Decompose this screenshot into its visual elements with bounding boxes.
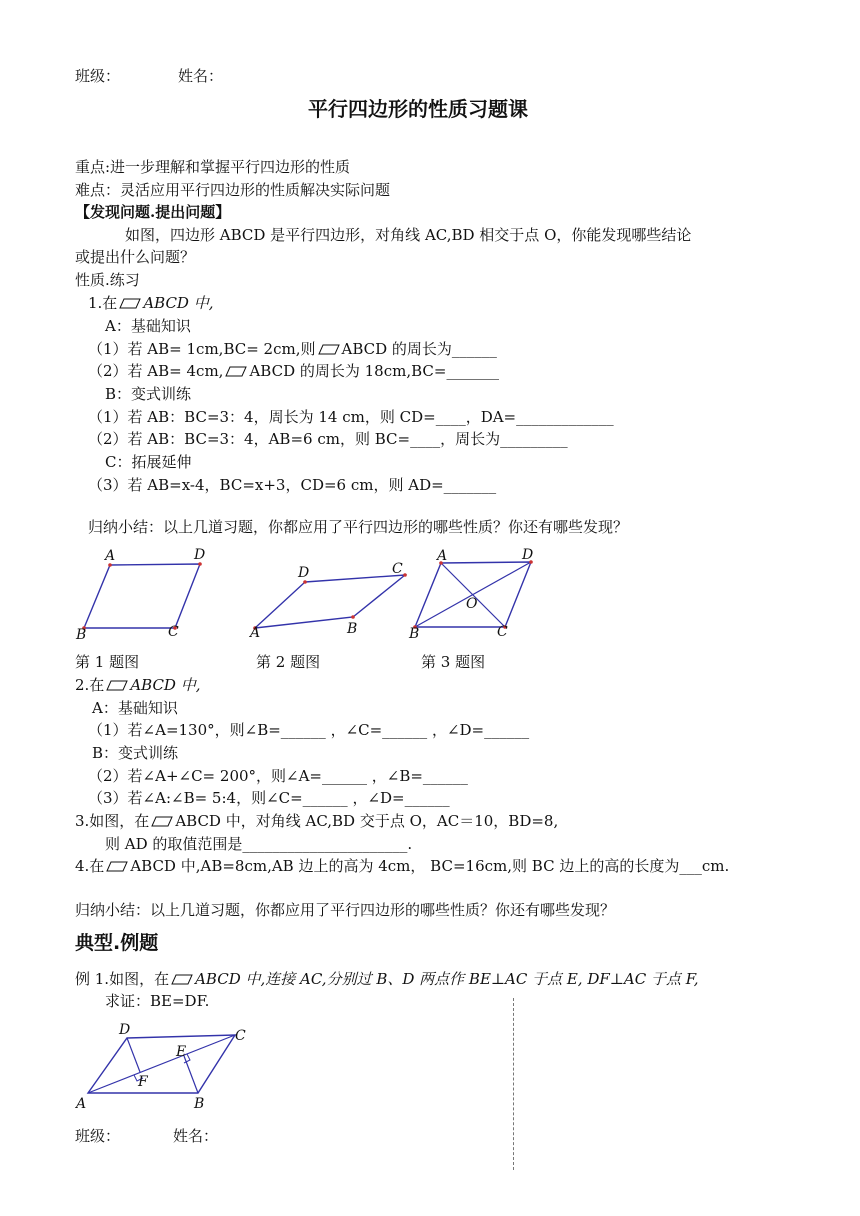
example-1 <box>75 969 699 989</box>
figure-1-parallelogram <box>84 564 200 628</box>
parallelogram-icon <box>151 816 173 827</box>
figure-3-label-a: A <box>437 548 448 564</box>
figure-2 <box>245 560 410 640</box>
summary-2: 归纳小结：以上几道习题，你都应用了平行四边形的哪些性质？你还有哪些发现？ <box>75 901 616 919</box>
question-1-prefix: 1.在 <box>88 294 118 312</box>
figure-1-label-a: A <box>105 548 116 564</box>
example-diagonal-ac <box>88 1035 235 1093</box>
figure-1 <box>72 545 222 640</box>
q1-a2-pre: （2）若 AB= 4cm, <box>88 362 224 380</box>
figure-2-label-d: D <box>298 565 310 581</box>
figure-2-caption: 第 2 题图 <box>256 653 321 671</box>
level-b-label: B：变式训练 <box>105 385 192 403</box>
example-1-post: ABCD 中,连接 AC,分别过 B、D 两点作 BE⊥AC 于点 E, DF⊥AC 于点 F, <box>195 970 699 988</box>
figure-3-diagonal-bd <box>415 562 531 627</box>
q1-a1-pre: （1）若 AB= 1cm,BC= 2cm,则 <box>88 340 316 358</box>
example-1-pre: 例 1.如图，在 <box>75 970 170 988</box>
example-figure <box>72 1020 257 1115</box>
figure-2-label-b: B <box>347 621 358 637</box>
q1-a2-post: ABCD 的周长为 18cm,BC=_______ <box>249 362 499 380</box>
figure-1-caption: 第 1 题图 <box>75 653 140 671</box>
example-label-a: A <box>76 1096 87 1112</box>
class-label: 班级： <box>75 67 121 85</box>
summary-1: 归纳小结：以上几道习题，你都应用了平行四边形的哪些性质？你还有哪些发现？ <box>88 518 629 536</box>
figure-3 <box>405 545 555 640</box>
figure-1-label-b: B <box>76 627 87 640</box>
footer-name-label: 姓名： <box>173 1127 219 1145</box>
q2-level-b-label: B：变式训练 <box>92 744 179 762</box>
figure-3-label-b: B <box>409 626 420 640</box>
footer-class-label: 班级： <box>75 1127 121 1145</box>
practice-heading: 性质.练习 <box>75 271 140 289</box>
figure-3-label-c: C <box>497 624 508 640</box>
parallelogram-icon <box>171 974 193 985</box>
question-1-suffix: ABCD 中, <box>143 294 214 312</box>
figure-2-parallelogram <box>255 575 405 628</box>
page-title: 平行四边形的性质习题课 <box>308 97 528 121</box>
q2-b2: （2）若∠A+∠C= 200°，则∠A=______ ，∠B=______ <box>88 767 468 785</box>
q1-a1-post: ABCD 的周长为______ <box>341 340 497 358</box>
figure-3-caption: 第 3 题图 <box>421 653 486 671</box>
q2-a1: （1）若∠A=130°，则∠B=______ ，∠C=______ ，∠D=______ <box>88 721 530 739</box>
example-label-b: B <box>194 1096 205 1112</box>
difficulty-line: 难点：灵活应用平行四边形的性质解决实际问题 <box>75 181 391 199</box>
example-heading: 典型.例题 <box>75 932 159 954</box>
q2-level-a-label: A：基础知识 <box>92 699 178 717</box>
example-label-c: C <box>235 1028 246 1044</box>
figure-1-label-c: C <box>168 624 179 640</box>
question-2-prefix: 2.在 <box>75 676 105 694</box>
example-1-prove: 求证：BE=DF. <box>105 992 210 1010</box>
intro-paragraph-2: 或提出什么问题？ <box>75 248 196 266</box>
question-4-pre: 4.在 <box>75 857 105 875</box>
level-c-label: C：拓展延伸 <box>105 453 192 471</box>
question-1 <box>88 293 214 313</box>
figure-2-label-c: C <box>392 561 403 577</box>
figure-3-label-d: D <box>522 547 534 563</box>
focus-line: 重点:进一步理解和掌握平行四边形的性质 <box>75 158 351 176</box>
parallelogram-icon <box>225 366 247 377</box>
question-3-pre: 3.如图，在 <box>75 812 150 830</box>
q1-b2: （2）若 AB：BC=3：4，AB=6 cm，则 BC=____，周长为_________ <box>88 430 568 448</box>
example-segment-df <box>127 1038 140 1072</box>
example-label-d: D <box>119 1022 131 1038</box>
figure-1-label-d: D <box>194 547 206 563</box>
question-4 <box>75 856 729 876</box>
question-4-post: ABCD 中,AB=8cm,AB 边上的高为 4cm， BC=16cm,则 BC 边上的高的长度为___cm. <box>130 857 730 875</box>
example-label-e: E <box>176 1044 187 1060</box>
question-3-line-2: 则 AD 的取值范围是______________________. <box>105 835 413 853</box>
level-a-label: A：基础知识 <box>105 317 191 335</box>
section-heading: 【发现问题.提出问题】 <box>75 203 231 221</box>
q1-a1 <box>88 339 497 359</box>
question-3-post: ABCD 中，对角线 AC,BD 交于点 O，AC＝10，BD=8, <box>175 812 559 830</box>
question-2 <box>75 675 201 695</box>
name-label: 姓名： <box>178 67 224 85</box>
q1-b1: （1）若 AB：BC=3：4，周长为 14 cm，则 CD=____，DA=_____________ <box>88 408 614 426</box>
q2-b3: （3）若∠A:∠B= 5:4，则∠C=______ ，∠D=______ <box>88 789 450 807</box>
parallelogram-icon <box>318 344 340 355</box>
figure-2-label-a: A <box>250 625 261 640</box>
question-2-suffix: ABCD 中, <box>130 676 201 694</box>
figure-3-label-o: O <box>466 596 478 612</box>
q1-a2 <box>88 361 499 381</box>
question-3 <box>75 811 558 831</box>
intro-paragraph-1: 如图，四边形 ABCD 是平行四边形，对角线 AC,BD 相交于点 O，你能发现哪些结论 <box>125 226 692 244</box>
example-label-f: F <box>138 1074 148 1090</box>
parallelogram-icon <box>106 861 128 872</box>
dashed-divider <box>513 998 514 1170</box>
parallelogram-icon <box>119 298 141 309</box>
q1-c1: （3）若 AB=x-4，BC=x+3，CD=6 cm，则 AD=_______ <box>88 476 497 494</box>
parallelogram-icon <box>106 680 128 691</box>
